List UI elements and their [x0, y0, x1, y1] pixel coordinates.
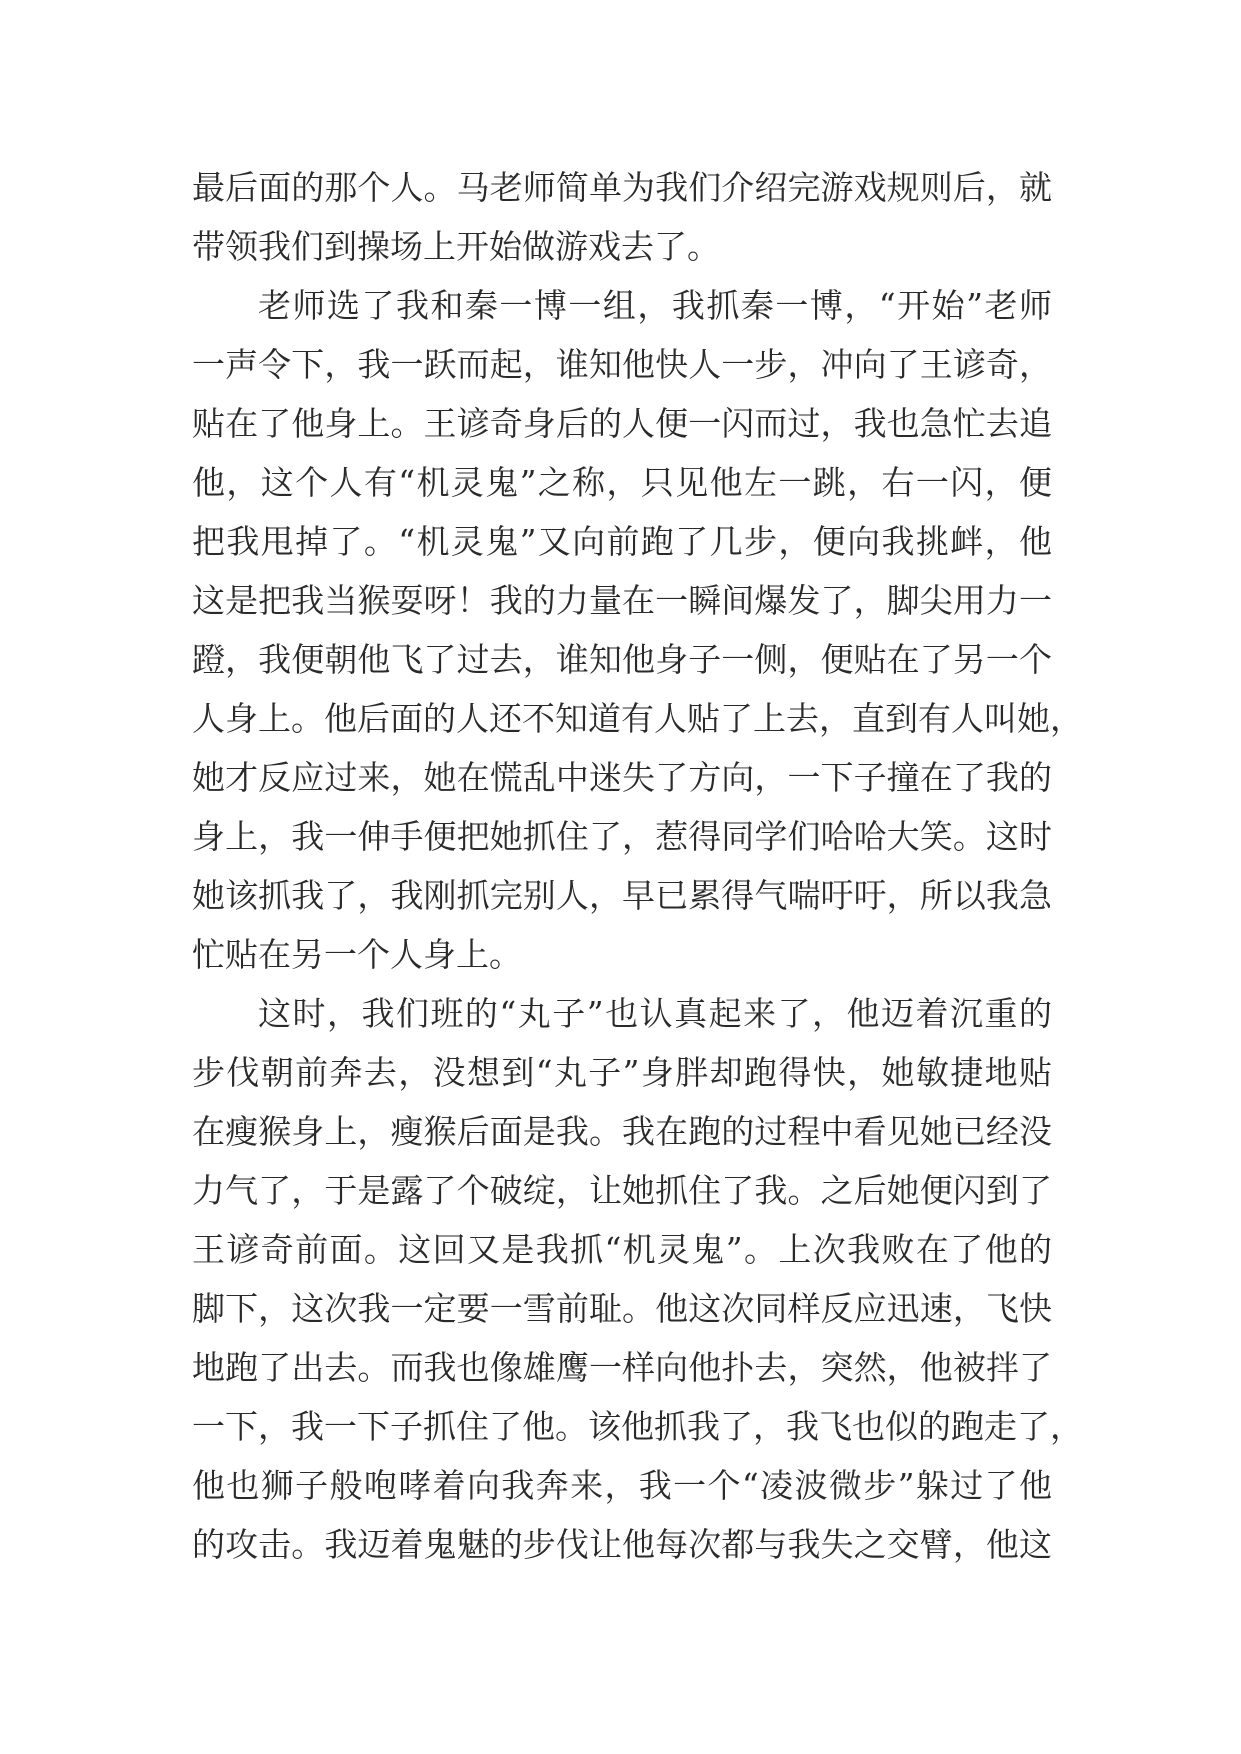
text-line: 王谚奇前面。这回又是我抓“机灵鬼”。上次我败在了他的 — [192, 1230, 1052, 1269]
text-line: 带领我们到操场上开始做游戏去了。 — [192, 227, 720, 266]
text-line: 一声令下，我一跃而起，谁知他快人一步，冲向了王谚奇， — [192, 345, 1052, 384]
text-line: 脚下，这次我一定要一雪前耻。他这次同样反应迅速，飞快 — [192, 1289, 1052, 1328]
text-line: 蹬，我便朝他飞了过去，谁知他身子一侧，便贴在了另一个 — [192, 640, 1052, 679]
text-line: 最后面的那个人。马老师简单为我们介绍完游戏规则后，就 — [192, 168, 1052, 207]
text-line: 一下，我一下子抓住了他。该他抓我了，我飞也似的跑走了， — [192, 1407, 1083, 1446]
text-line: 这时，我们班的“丸子”也认真起来了，他迈着沉重的 — [258, 994, 1052, 1033]
text-line: 力气了，于是露了个破绽，让她抓住了我。之后她便闪到了 — [192, 1171, 1052, 1210]
text-line: 把我甩掉了。“机灵鬼”又向前跑了几步，便向我挑衅，他 — [192, 522, 1052, 561]
text-line: 地跑了出去。而我也像雄鹰一样向他扑去，突然，他被拌了 — [192, 1348, 1052, 1387]
text-line: 贴在了他身上。王谚奇身后的人便一闪而过，我也急忙去追 — [192, 404, 1052, 443]
text-line: 她该抓我了，我刚抓完别人，早已累得气喘吁吁，所以我急 — [192, 876, 1052, 915]
text-line: 身上，我一伸手便把她抓住了，惹得同学们哈哈大笑。这时 — [192, 817, 1052, 856]
text-line: 她才反应过来，她在慌乱中迷失了方向，一下子撞在了我的 — [192, 758, 1052, 797]
text-line: 在瘦猴身上，瘦猴后面是我。我在跑的过程中看见她已经没 — [192, 1112, 1052, 1151]
text-line: 老师选了我和秦一博一组，我抓秦一博，“开始”老师 — [258, 286, 1052, 325]
text-line: 这是把我当猴耍呀！我的力量在一瞬间爆发了，脚尖用力一 — [192, 581, 1052, 620]
text-line: 步伐朝前奔去，没想到“丸子”身胖却跑得快，她敏捷地贴 — [192, 1053, 1052, 1092]
text-line: 人身上。他后面的人还不知道有人贴了上去，直到有人叫她， — [192, 699, 1083, 738]
text-line: 他也狮子般咆哮着向我奔来，我一个“凌波微步”躲过了他 — [192, 1466, 1052, 1505]
text-line: 忙贴在另一个人身上。 — [192, 935, 522, 974]
text-line: 他，这个人有“机灵鬼”之称，只见他左一跳，右一闪，便 — [192, 463, 1052, 502]
text-line: 的攻击。我迈着鬼魅的步伐让他每次都与我失之交臂，他这 — [192, 1525, 1052, 1564]
body-text — [192, 158, 1083, 1574]
